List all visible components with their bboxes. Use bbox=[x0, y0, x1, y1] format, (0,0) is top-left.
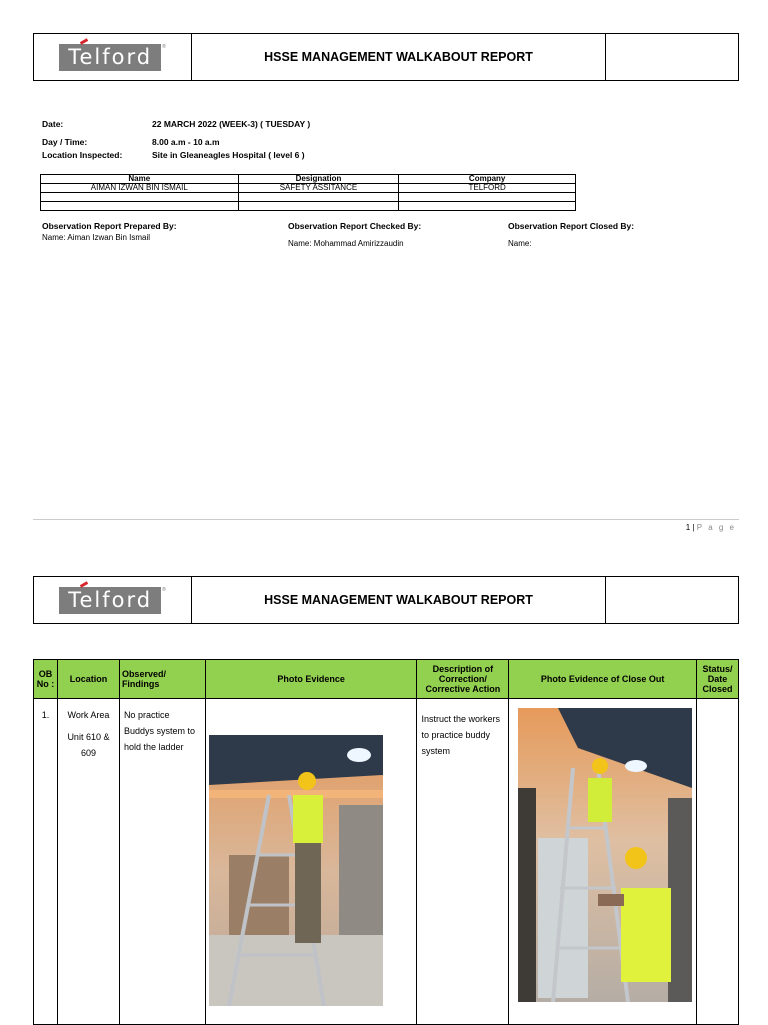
telford-logo: Telford ® bbox=[34, 577, 192, 623]
table-row bbox=[41, 193, 576, 202]
ob-location: Work Area Unit 610 & 609 bbox=[57, 699, 119, 1025]
col-company: Company bbox=[399, 175, 576, 184]
page1-header bbox=[33, 33, 739, 81]
time-label: Day / Time: bbox=[42, 137, 88, 147]
prepared-label: Observation Report Prepared By: bbox=[42, 221, 177, 231]
closeout-photo-image bbox=[518, 708, 692, 1002]
photo-evidence-image bbox=[209, 735, 383, 1006]
header-blank-cell bbox=[606, 34, 738, 80]
page2-header bbox=[33, 576, 739, 624]
location-label: Location Inspected: bbox=[42, 150, 123, 160]
ob-status bbox=[696, 699, 738, 1025]
ob-action: Instruct the workers to practice buddy system bbox=[417, 699, 509, 1025]
checked-name: Name: Mohammad Amirizzaudin bbox=[288, 239, 404, 248]
ob-finding: No practice Buddys system to hold the ladder bbox=[119, 699, 205, 1025]
header-blank-cell bbox=[606, 577, 738, 623]
date-label: Date: bbox=[42, 119, 64, 129]
col-location: Location bbox=[57, 660, 119, 699]
ob-no: 1. bbox=[34, 699, 58, 1025]
col-name: Name bbox=[41, 175, 239, 184]
prepared-name: Name: Aiman Izwan Bin Ismail bbox=[42, 233, 151, 242]
page-number: 1 | P a g e bbox=[685, 523, 736, 532]
col-findings: Observed/ Findings bbox=[119, 660, 205, 699]
table-row bbox=[41, 202, 576, 211]
col-closeout-photo: Photo Evidence of Close Out bbox=[509, 660, 697, 699]
col-designation: Designation bbox=[238, 175, 399, 184]
personnel-table bbox=[40, 174, 576, 211]
col-status: Status/ Date Closed bbox=[696, 660, 738, 699]
col-corrective-action: Description of Correction/ Corrective Action bbox=[417, 660, 509, 699]
col-ob-no: OB No : bbox=[34, 660, 58, 699]
table-row: AIMAN IZWAN BIN ISMAIL SAFETY ASSITANCE TELFORD bbox=[41, 184, 576, 193]
time-value: 8.00 a.m - 10 a.m bbox=[152, 137, 220, 147]
closed-label: Observation Report Closed By: bbox=[508, 221, 635, 231]
telford-logo: Telford ® bbox=[34, 34, 192, 80]
footer-divider bbox=[33, 519, 739, 520]
date-value: 22 MARCH 2022 (WEEK-3) ( TUESDAY ) bbox=[152, 119, 311, 129]
report-title: HSSE MANAGEMENT WALKABOUT REPORT bbox=[192, 577, 606, 623]
col-photo-evidence: Photo Evidence bbox=[205, 660, 417, 699]
closed-name: Name: bbox=[508, 239, 532, 248]
checked-label: Observation Report Checked By: bbox=[288, 221, 422, 231]
report-title: HSSE MANAGEMENT WALKABOUT REPORT bbox=[192, 34, 606, 80]
location-value: Site in Gleaneagles Hospital ( level 6 ) bbox=[152, 150, 305, 160]
